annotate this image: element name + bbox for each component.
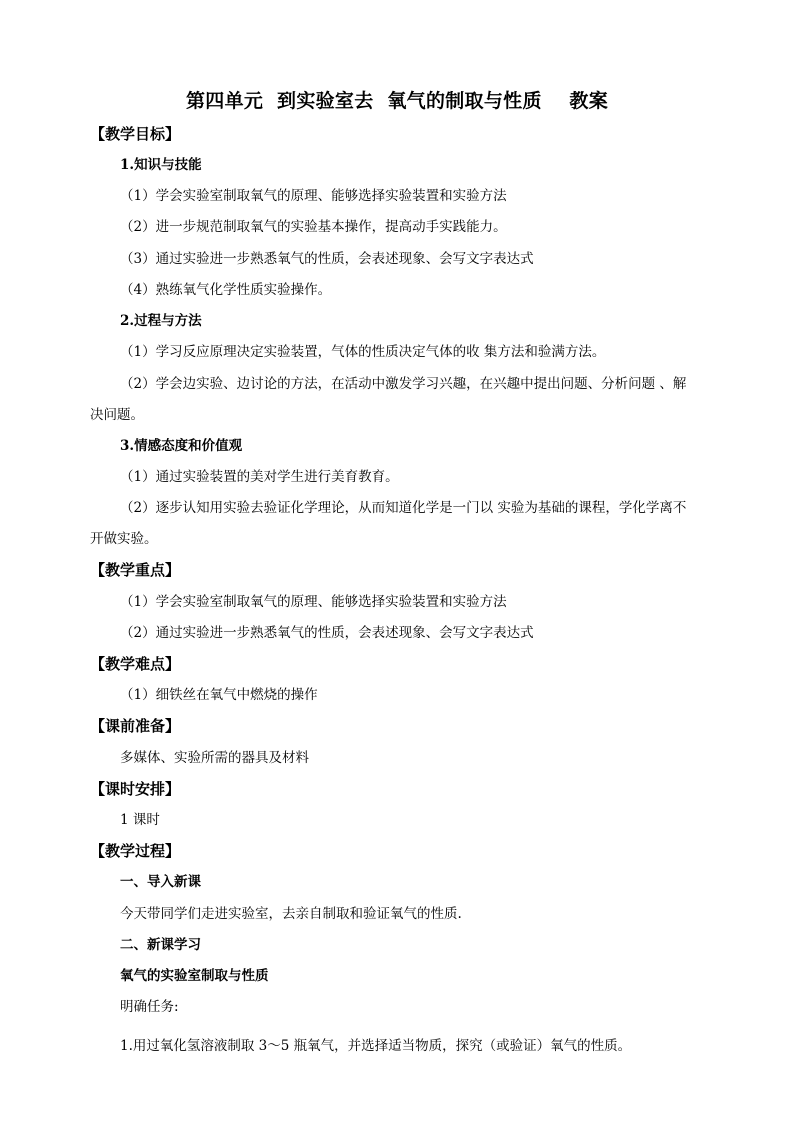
- objective-item: （4）熟练氧气化学性质实验操作。: [120, 282, 332, 298]
- subheading-new-lesson: 二、新课学习: [120, 937, 201, 953]
- key-point-item: （1）学会实验室制取氧气的原理、能够选择实验装置和实验方法: [120, 594, 507, 610]
- key-point-item: （2）通过实验进一步熟悉氧气的性质，会表述现象、会写文字表达式: [120, 625, 534, 641]
- objective-item-continuation: 决问题。: [90, 407, 144, 423]
- subheading-intro: 一、导入新课: [120, 874, 201, 890]
- section-heading-key-points: 【教学重点】: [90, 561, 181, 579]
- objective-item-continuation: 开做实验。: [90, 531, 158, 547]
- objective-item: （2）学会边实验、边讨论的方法，在活动中激发学习兴趣，在兴趣中提出问题、分析问题 、解: [120, 376, 687, 392]
- section-heading-teaching-process: 【教学过程】: [90, 842, 181, 860]
- objective-item: （3）通过实验进一步熟悉氧气的性质，会表述现象、会写文字表达式: [120, 251, 534, 267]
- task-label: 明确任务:: [120, 999, 179, 1015]
- preparation-text: 多媒体、实验所需的器具及材料: [120, 750, 309, 766]
- difficulty-item: （1）细铁丝在氧气中燃烧的操作: [120, 687, 318, 703]
- section-heading-difficulties: 【教学难点】: [90, 655, 181, 673]
- section-heading-schedule: 【课时安排】: [90, 780, 181, 798]
- subheading-emotion-values: 3.情感态度和价值观: [120, 438, 243, 454]
- topic-heading: 氧气的实验室制取与性质: [120, 968, 269, 984]
- objective-item: （1）学习反应原理决定实验装置，气体的性质决定气体的收 集方法和验满方法。: [120, 344, 606, 360]
- objective-item: （1）通过实验装置的美对学生进行美育教育。: [120, 469, 399, 485]
- subheading-knowledge-skills: 1.知识与技能: [120, 157, 202, 173]
- task-item: 1.用过氧化氢溶液制取 3～5 瓶氧气，并选择适当物质，探究（或验证）氧气的性质。: [120, 1038, 632, 1054]
- objective-item: （2）逐步认知用实验去验证化学理论，从而知道化学是一门以 实验为基础的课程，学化学离不: [120, 500, 687, 516]
- document-title: 第四单元 到实验室去 氧气的制取与性质 教案: [185, 90, 609, 112]
- objective-item: （2）进一步规范制取氧气的实验基本操作，提高动手实践能力。: [120, 219, 507, 235]
- section-heading-preparation: 【课前准备】: [90, 717, 181, 735]
- schedule-text: 1 课时: [120, 812, 160, 828]
- objective-item: （1）学会实验室制取氧气的原理、能够选择实验装置和实验方法: [120, 188, 507, 204]
- section-heading-objectives: 【教学目标】: [90, 125, 181, 143]
- subheading-process-methods: 2.过程与方法: [120, 313, 202, 329]
- intro-text: 今天带同学们走进实验室，去亲自制取和验证氧气的性质.: [120, 906, 462, 922]
